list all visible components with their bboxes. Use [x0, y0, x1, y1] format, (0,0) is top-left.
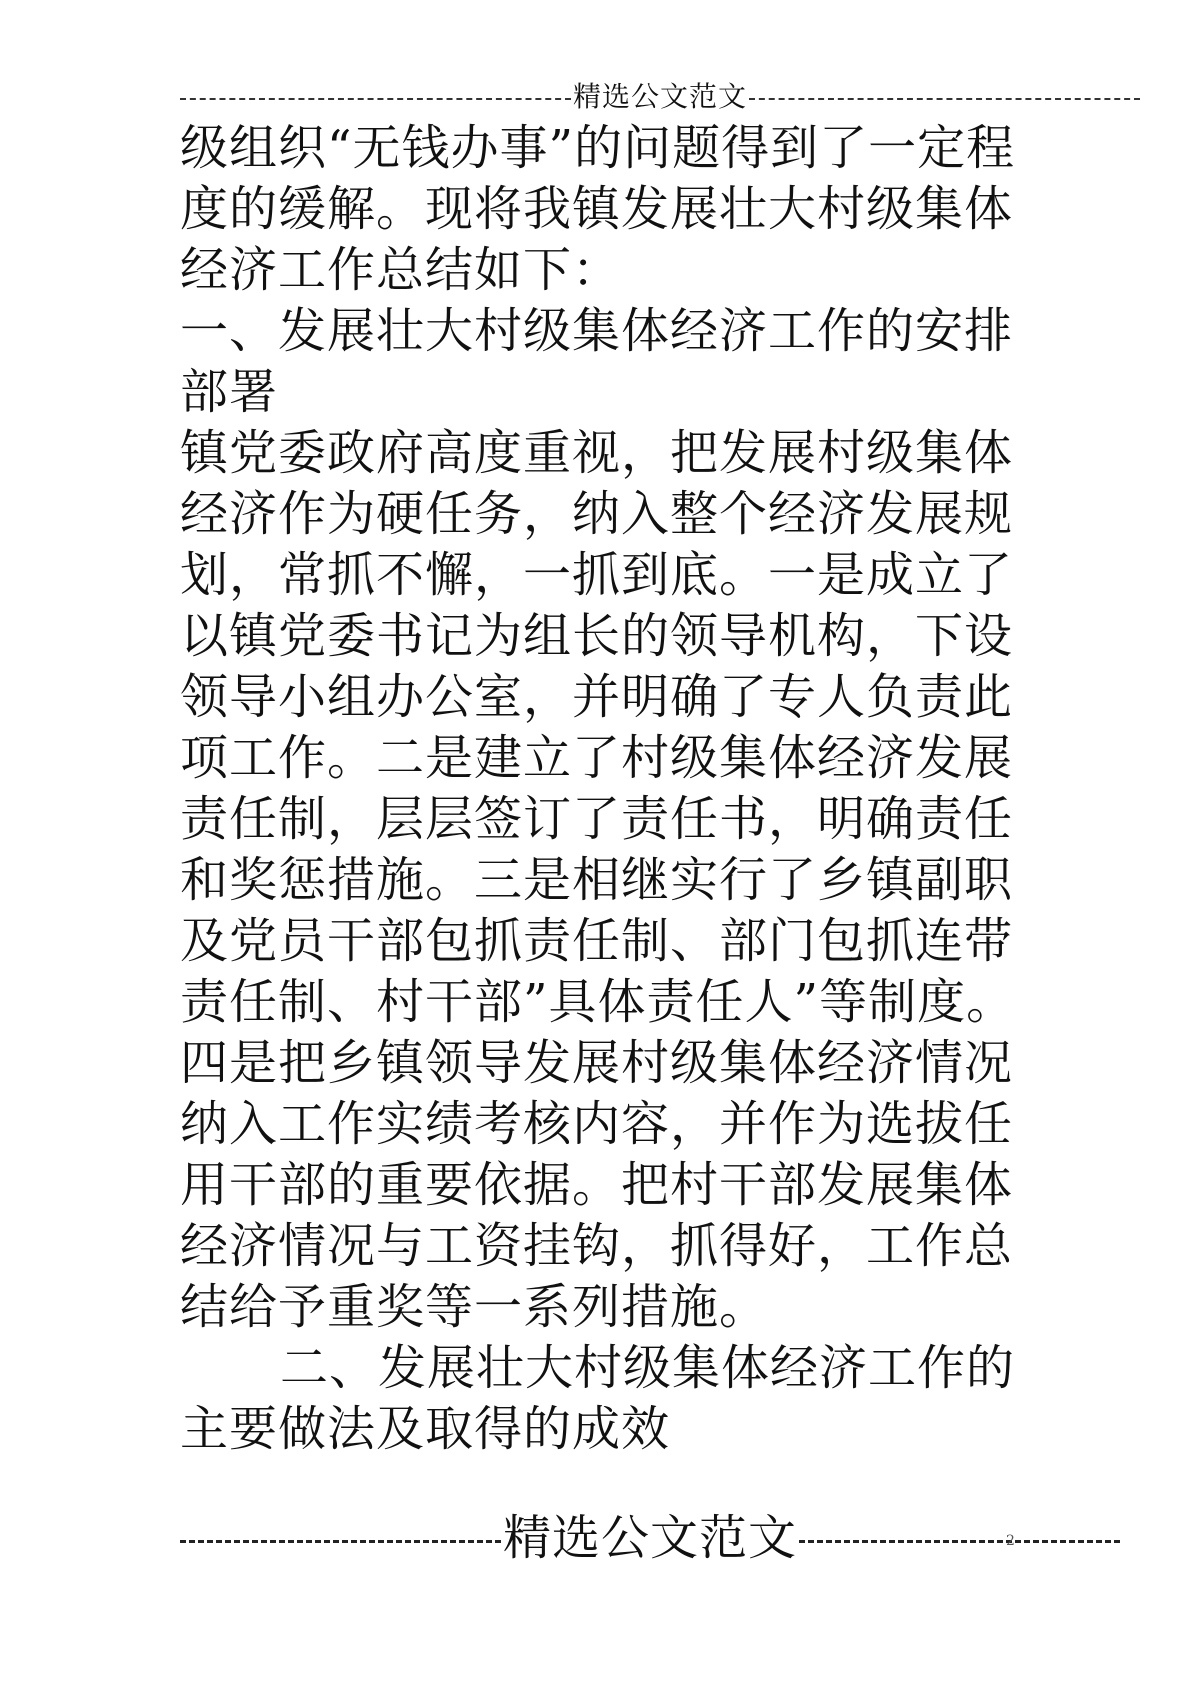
- page-number: 2: [1006, 1533, 1015, 1549]
- page-header: [180, 80, 1140, 114]
- section-heading-line: 主要做法及取得的成效: [180, 1401, 671, 1457]
- body-line: 责任制、村干部”具体责任人”等制度。: [180, 974, 1016, 1030]
- body-line: 度的缓解。现将我镇发展壮大村级集体: [180, 181, 1014, 237]
- body-line: 纳入工作实绩考核内容，并作为选拔任: [180, 1096, 1014, 1152]
- body-line: 用干部的重要依据。把村干部发展集体: [180, 1157, 1014, 1213]
- body-line: 结给予重奖等一系列措施。: [180, 1279, 769, 1335]
- footer-dashed-rule-left: [180, 1540, 501, 1543]
- body-line: 经济情况与工资挂钩，抓得好，工作总: [180, 1218, 1014, 1274]
- section-heading-line: 一、发展壮大村级集体经济工作的安排: [180, 303, 1014, 359]
- document-body: [180, 118, 1040, 1460]
- body-line: 责任制，层层签订了责任书，明确责任: [180, 791, 1014, 847]
- footer-dashed-rule-right: [799, 1540, 1120, 1543]
- body-line: 级组织“无钱办事”的问题得到了一定程: [180, 120, 1016, 176]
- footer-title: 精选公文范文: [503, 1510, 798, 1566]
- body-line: 四是把乡镇领导发展村级集体经济情况: [180, 1035, 1014, 1091]
- body-line: 划，常抓不懈，一抓到底。一是成立了: [180, 547, 1014, 603]
- body-line: 镇党委政府高度重视，把发展村级集体: [180, 425, 1014, 481]
- body-line: 以镇党委书记为组长的领导机构，下设: [180, 608, 1014, 664]
- body-line: 及党员干部包抓责任制、部门包抓连带: [180, 913, 1014, 969]
- body-line: 领导小组办公室，并明确了专人负责此: [180, 669, 1014, 725]
- section-heading-line: 二、发展壮大村级集体经济工作的: [280, 1340, 1016, 1396]
- section-heading-line: 部署: [180, 364, 279, 420]
- header-dashed-rule-left: [180, 98, 571, 100]
- body-line: 项工作。二是建立了村级集体经济发展: [180, 730, 1014, 786]
- header-title: 精选公文范文: [573, 80, 748, 113]
- body-line: 经济作为硬任务，纳入整个经济发展规: [180, 486, 1014, 542]
- page-footer: [180, 1510, 1120, 1566]
- body-line: 经济工作总结如下：: [180, 242, 622, 298]
- header-dashed-rule-right: [749, 98, 1140, 100]
- body-line: 和奖惩措施。三是相继实行了乡镇副职: [180, 852, 1014, 908]
